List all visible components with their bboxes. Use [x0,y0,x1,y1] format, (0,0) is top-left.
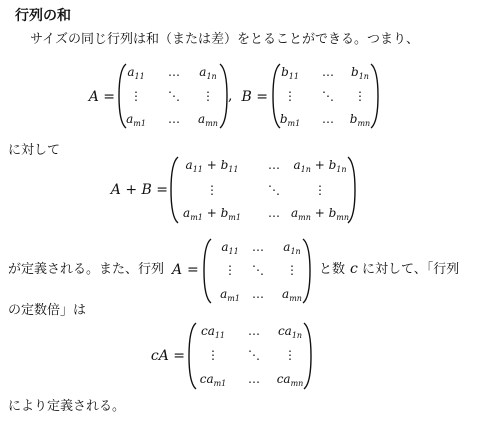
matrix-cell: … [268,158,280,172]
matrix-cell: $a_{m1}$ [220,287,240,303]
matrix-cell: ⋱ [248,348,260,362]
matrix-cell: ⋮ [354,89,366,103]
matrix-cell: $a_{11} + b_{11}$ [185,158,239,174]
matrix-cell: $a_{1n}$ [199,65,217,81]
matrix-cell: $a_{1n}$ [283,240,301,256]
matrix-cell: $ca_{11}$ [200,324,226,340]
matrix-cell: $a_{mn}$ [282,287,302,303]
matrix-cell: $a_{11}$ [127,65,145,81]
left-paren [170,156,180,224]
matrix-cell: ⋱ [322,89,334,103]
lhs-text: A + B = [110,182,168,198]
matrix-cell: … [268,206,280,220]
scalar-c: c [350,261,358,277]
matrix-A-lhs [89,90,115,104]
lhs-text: A = [88,89,115,105]
matrix-cell: ⋱ [268,183,280,197]
matrix-cell: $b_{1n}$ [351,65,369,81]
matrix-cell: … [322,112,334,126]
matrix-cell: ⋮ [207,348,219,362]
matrix-cell: ⋱ [168,89,180,103]
matrix-cell: … [248,324,260,338]
matrix-cell: ⋮ [286,263,298,277]
matrix-cell: ⋮ [284,348,296,362]
left-paren [188,322,198,390]
matrix-cell: ⋱ [252,263,264,277]
equals-sign: = [187,262,199,278]
closing-text: により定義される。 [8,399,126,414]
matrix-cell: $a_{m1}$ [126,112,146,128]
section-heading: 行列の和 [15,8,71,24]
matrix-cell: … [248,372,260,386]
left-paren [203,238,213,304]
sum-lhs [111,183,168,197]
matrix-cell: ⋮ [206,183,218,197]
right-paren [369,63,379,129]
matrix-cell: … [322,65,334,79]
matrix-cell: $a_{mn} + b_{mn}$ [290,206,350,222]
matrix-cell: … [168,112,180,126]
matrix-cell: $ca_{mn}$ [276,372,304,388]
right-paren [302,322,312,390]
matrix-cell: $ca_{1n}$ [277,324,303,340]
matrix-cell: ⋮ [202,89,214,103]
lhs-text: B = [241,89,268,105]
matrix-cell: … [168,65,180,79]
line4-text: の定数倍」は [8,303,87,318]
lhs-text: cA = [150,348,185,364]
right-paren [218,63,228,129]
matrix-cell: ⋮ [130,89,142,103]
matrix-cell: ⋮ [284,89,296,103]
matrix-cell: $b_{m1}$ [279,112,301,128]
line3-suffix: に対して、「行列 [362,262,460,277]
matrix-cell: $b_{11}$ [281,65,299,81]
matrix-cell: ⋮ [314,183,326,197]
scalar-multiple-lhs [151,349,185,363]
line3-mid: と数 [319,262,346,277]
matrix-cell: $a_{m1} + b_{m1}$ [183,206,241,222]
intro-text: サイズの同じ行列は和（または差）をとることができる。つまり、 [30,32,419,47]
matrix-cell: $b_{mn}$ [349,112,371,128]
matrix-cell: ⋮ [224,263,236,277]
matrix-cell: … [252,240,264,254]
right-paren [301,238,311,304]
matrix-cell: $ca_{m1}$ [199,372,227,388]
matrix-B-lhs [242,90,268,104]
text-for: に対して [8,143,61,158]
matrix-cell: … [252,287,264,301]
var-A: A [172,262,183,278]
matrix-cell: $a_{mn}$ [198,112,218,128]
matrix-cell: $a_{11}$ [221,240,239,256]
comma-separator: , [228,88,233,104]
line3-prefix: が定義される。また、行列 [8,262,165,277]
matrix-cell: $a_{1n} + b_{1n}$ [293,158,347,174]
